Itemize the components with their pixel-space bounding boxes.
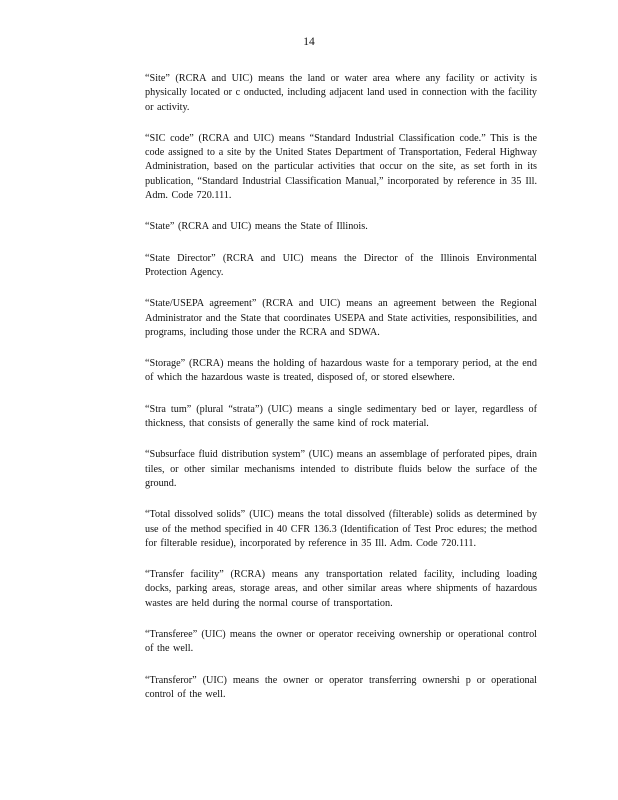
- definition-sic-code: “SIC code” (RCRA and UIC) means “Standard Industrial Classification code.” This is the code assigned to a site by the United States Department of Transportation, Federal Highway Administration, based on the particular activities that occur on the site, as set forth in its publication, “Standard Industrial Classification Manual,” incorporated by reference in 35 Ill. Adm. Code 720.111.: [145, 132, 537, 202]
- definition-site: “Site” (RCRA and UIC) means the land or water area where any facility or activity is physically located or c onducted, including adjacent land used in connection with the facility or activity.: [145, 73, 537, 113]
- definition-transferee: “Transferee” (UIC) means the owner or operator receiving ownership or operational control of the well.: [145, 629, 537, 655]
- definition-total-dissolved-solids: “Total dissolved solids” (UIC) means the total dissolved (filterable) solids as determined by use of the method specified in 40 CFR 136.3 (Identification of Test Proc edures; the method for filterable residue), incorporated by reference in 35 Ill. Adm. Code 720.111.: [145, 509, 537, 549]
- definition-transferor: “Transferor” (UIC) means the owner or operator transferring ownershi p or operational control of the well.: [145, 674, 537, 700]
- definition-storage: “Storage” (RCRA) means the holding of hazardous waste for a temporary period, at the end of which the hazardous waste is treated, disposed of, or stored elsewhere.: [145, 358, 537, 384]
- definition-state-director: “State Director” (RCRA and UIC) means the Director of the Illinois Environmental Protection Agency.: [145, 252, 537, 278]
- definition-transfer-facility: “Transfer facility” (RCRA) means any transportation related facility, including loading docks, parking areas, storage areas, and other similar areas where shipments of hazardous wastes are held during the normal course of transportation.: [145, 569, 537, 609]
- definition-subsurface-fluid-distribution-system: “Subsurface fluid distribution system” (UIC) means an assemblage of perforated pipes, drain tiles, or other similar mechanisms intended to distribute fluids below the surface of the ground.: [145, 449, 537, 489]
- definition-stratum: “Stra tum” (plural “strata”) (UIC) means a single sedimentary bed or layer, regardless of thickness, that consists of generally the same kind of rock material.: [145, 403, 537, 430]
- definition-state-usepa-agreement: “State/USEPA agreement” (RCRA and UIC) means an agreement between the Regional Administrator and the State that coordinates USEPA and State activities, responsibilities, and programs, including those under the RCRA and SDWA.: [145, 298, 537, 338]
- page-number: 14: [303, 36, 315, 48]
- definition-state: “State” (RCRA and UIC) means the State of Illinois.: [145, 221, 368, 233]
- definitions-list: [145, 72, 537, 719]
